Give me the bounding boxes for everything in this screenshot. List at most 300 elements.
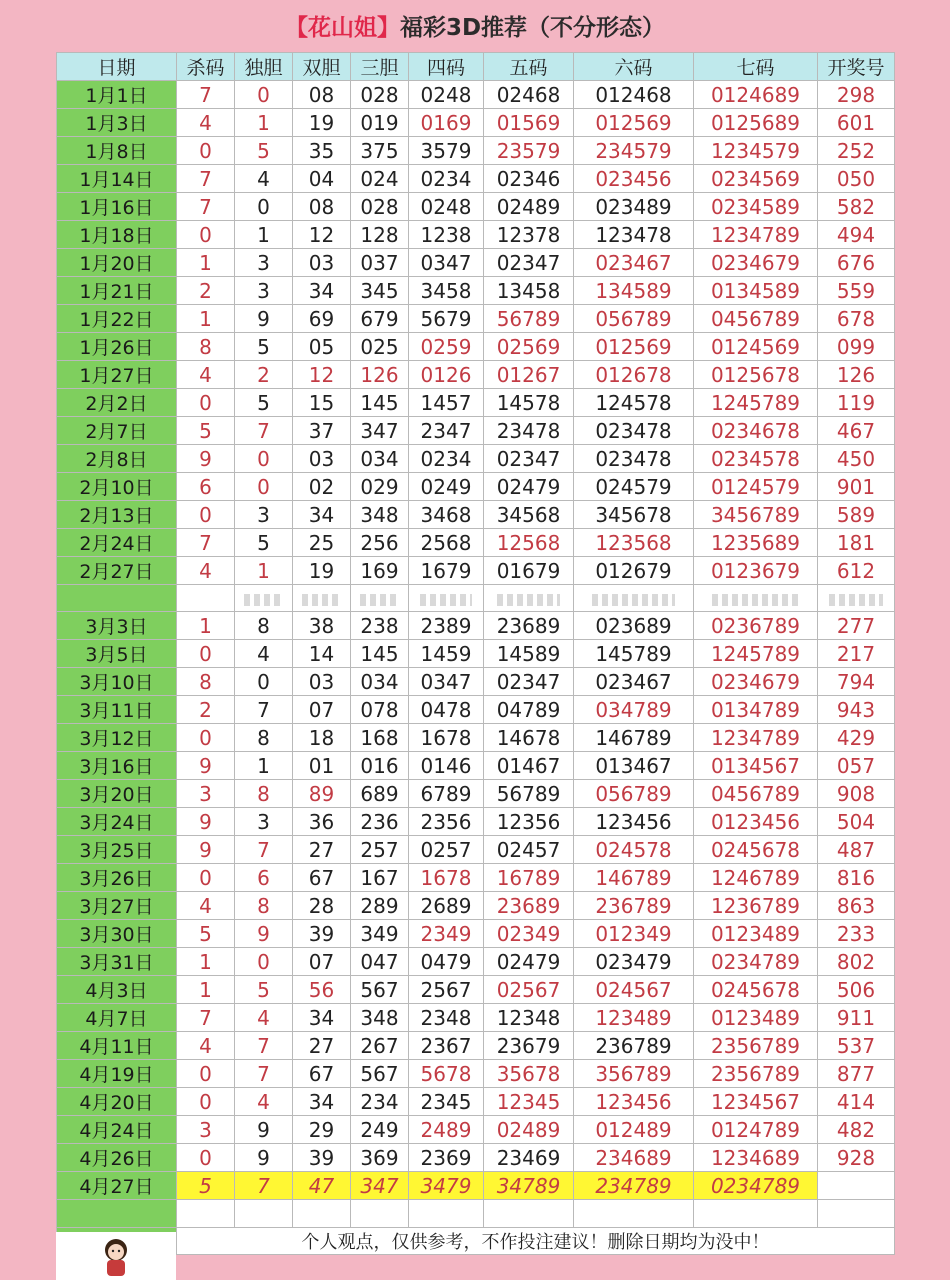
cell-seven: 0134567 xyxy=(694,752,818,780)
cell-seven: 0124579 xyxy=(694,473,818,501)
cell-kill: 0 xyxy=(177,1060,235,1088)
cell-seven: 0234569 xyxy=(694,165,818,193)
cell-five: 12348 xyxy=(484,1004,574,1032)
cell-six: 034789 xyxy=(574,696,694,724)
cell-draw: 233 xyxy=(818,920,895,948)
date-cell: 3月31日 xyxy=(57,948,177,976)
cell-single: 9 xyxy=(235,920,293,948)
date-cell: 2月27日 xyxy=(57,557,177,585)
cell-four: 3468 xyxy=(409,501,484,529)
cell-six: 234689 xyxy=(574,1144,694,1172)
cell-draw: 494 xyxy=(818,221,895,249)
cell-triple: 375 xyxy=(351,137,409,165)
cell-seven: 1234579 xyxy=(694,137,818,165)
gap-cell xyxy=(293,585,351,612)
table-row xyxy=(57,81,895,109)
cell-seven: 1234567 xyxy=(694,1088,818,1116)
cell-single: 7 xyxy=(235,836,293,864)
cell-single: 3 xyxy=(235,277,293,305)
date-cell: 1月16日 xyxy=(57,193,177,221)
cell-five: 01267 xyxy=(484,361,574,389)
table-row xyxy=(57,529,895,557)
page-title xyxy=(0,0,950,50)
cell-kill: 4 xyxy=(177,892,235,920)
cell-draw: 099 xyxy=(818,333,895,361)
cell-triple: 128 xyxy=(351,221,409,249)
cell-seven: 3456789 xyxy=(694,501,818,529)
cell-kill: 4 xyxy=(177,557,235,585)
cell-double: 03 xyxy=(293,249,351,277)
cell-double: 07 xyxy=(293,948,351,976)
cell-double: 08 xyxy=(293,81,351,109)
cell-kill: 5 xyxy=(177,417,235,445)
table-row xyxy=(57,501,895,529)
cell-six: 056789 xyxy=(574,780,694,808)
date-cell: 2月2日 xyxy=(57,389,177,417)
cell-kill: 0 xyxy=(177,137,235,165)
cell-four: 0259 xyxy=(409,333,484,361)
cell-five: 13458 xyxy=(484,277,574,305)
header-date: 日期 xyxy=(57,53,177,81)
cell-double: 89 xyxy=(293,780,351,808)
cell-kill: 7 xyxy=(177,1004,235,1032)
note-row xyxy=(57,1227,895,1254)
table-row xyxy=(57,445,895,473)
cell-four: 1678 xyxy=(409,724,484,752)
cell-single: 1 xyxy=(235,221,293,249)
cell-triple: 167 xyxy=(351,864,409,892)
cell-single: 7 xyxy=(235,1172,293,1200)
cell-triple: 679 xyxy=(351,305,409,333)
cell-double: 02 xyxy=(293,473,351,501)
cell-five: 23679 xyxy=(484,1032,574,1060)
empty-cell xyxy=(694,1200,818,1227)
date-cell: 4月20日 xyxy=(57,1088,177,1116)
date-cell: 1月21日 xyxy=(57,277,177,305)
date-cell: 3月27日 xyxy=(57,892,177,920)
table-row xyxy=(57,1088,895,1116)
cell-kill: 0 xyxy=(177,501,235,529)
cell-seven: 0123489 xyxy=(694,920,818,948)
cell-seven: 1236789 xyxy=(694,892,818,920)
cell-double: 27 xyxy=(293,836,351,864)
cell-triple: 689 xyxy=(351,780,409,808)
cell-four: 1459 xyxy=(409,640,484,668)
cell-kill: 9 xyxy=(177,808,235,836)
cell-double: 34 xyxy=(293,1088,351,1116)
cell-six: 236789 xyxy=(574,892,694,920)
cell-triple: 234 xyxy=(351,1088,409,1116)
cell-draw: 877 xyxy=(818,1060,895,1088)
cell-draw: 582 xyxy=(818,193,895,221)
cell-draw: 816 xyxy=(818,864,895,892)
table-row xyxy=(57,1116,895,1144)
cell-six: 023478 xyxy=(574,445,694,473)
cell-draw: 050 xyxy=(818,165,895,193)
cell-six: 012679 xyxy=(574,557,694,585)
cell-seven: 0234679 xyxy=(694,668,818,696)
cell-four: 5678 xyxy=(409,1060,484,1088)
recommendation-table xyxy=(56,52,895,1255)
date-cell: 2月8日 xyxy=(57,445,177,473)
cell-five: 01569 xyxy=(484,109,574,137)
cell-five: 02349 xyxy=(484,920,574,948)
date-cell: 1月8日 xyxy=(57,137,177,165)
cell-single: 8 xyxy=(235,892,293,920)
table-row xyxy=(57,361,895,389)
cell-draw: 589 xyxy=(818,501,895,529)
cell-kill: 0 xyxy=(177,864,235,892)
cell-five: 35678 xyxy=(484,1060,574,1088)
cell-triple: 349 xyxy=(351,920,409,948)
cell-triple: 029 xyxy=(351,473,409,501)
table-row xyxy=(57,1032,895,1060)
cell-four: 2689 xyxy=(409,892,484,920)
cell-single: 8 xyxy=(235,780,293,808)
cell-five: 23689 xyxy=(484,612,574,640)
cell-four: 3458 xyxy=(409,277,484,305)
date-cell-empty xyxy=(57,585,177,612)
cell-five: 02347 xyxy=(484,445,574,473)
date-cell: 3月5日 xyxy=(57,640,177,668)
table-row xyxy=(57,976,895,1004)
cell-single: 5 xyxy=(235,389,293,417)
cell-seven: 0456789 xyxy=(694,780,818,808)
cell-single: 0 xyxy=(235,193,293,221)
table-row xyxy=(57,165,895,193)
cell-five: 01467 xyxy=(484,752,574,780)
cell-kill: 1 xyxy=(177,948,235,976)
cell-single: 8 xyxy=(235,724,293,752)
cell-triple: 169 xyxy=(351,557,409,585)
header-triple: 三胆 xyxy=(351,53,409,81)
cell-seven: 0125678 xyxy=(694,361,818,389)
cell-double: 14 xyxy=(293,640,351,668)
cell-kill: 5 xyxy=(177,1172,235,1200)
cell-double: 03 xyxy=(293,668,351,696)
cell-six: 023467 xyxy=(574,249,694,277)
cell-five: 02489 xyxy=(484,1116,574,1144)
cell-four: 2567 xyxy=(409,976,484,1004)
cell-five: 14578 xyxy=(484,389,574,417)
cell-four: 2349 xyxy=(409,920,484,948)
cell-draw: 537 xyxy=(818,1032,895,1060)
cell-six: 123489 xyxy=(574,1004,694,1032)
cell-triple: 345 xyxy=(351,277,409,305)
cell-kill: 2 xyxy=(177,277,235,305)
cell-draw: 277 xyxy=(818,612,895,640)
cell-kill: 0 xyxy=(177,1144,235,1172)
cell-four: 0234 xyxy=(409,165,484,193)
cell-single: 0 xyxy=(235,948,293,976)
cell-four: 0248 xyxy=(409,193,484,221)
blurred-mark xyxy=(420,594,472,606)
date-cell: 1月22日 xyxy=(57,305,177,333)
date-cell: 1月14日 xyxy=(57,165,177,193)
date-cell: 4月26日 xyxy=(57,1144,177,1172)
date-cell: 2月10日 xyxy=(57,473,177,501)
date-cell: 3月20日 xyxy=(57,780,177,808)
cell-draw: 901 xyxy=(818,473,895,501)
cell-double: 34 xyxy=(293,277,351,305)
table-row xyxy=(57,1060,895,1088)
cell-double: 36 xyxy=(293,808,351,836)
cell-single: 2 xyxy=(235,361,293,389)
cell-four: 0248 xyxy=(409,81,484,109)
cell-draw: 487 xyxy=(818,836,895,864)
table-row xyxy=(57,808,895,836)
cell-five: 02457 xyxy=(484,836,574,864)
cell-five: 56789 xyxy=(484,780,574,808)
table-row xyxy=(57,836,895,864)
cell-double: 25 xyxy=(293,529,351,557)
cell-triple: 249 xyxy=(351,1116,409,1144)
header-double: 双胆 xyxy=(293,53,351,81)
date-cell: 3月24日 xyxy=(57,808,177,836)
cell-triple: 016 xyxy=(351,752,409,780)
table-row xyxy=(57,305,895,333)
cell-draw: 678 xyxy=(818,305,895,333)
cell-double: 37 xyxy=(293,417,351,445)
cell-seven: 0125689 xyxy=(694,109,818,137)
cell-kill: 1 xyxy=(177,976,235,1004)
cell-six: 123478 xyxy=(574,221,694,249)
cell-five: 02479 xyxy=(484,473,574,501)
cell-triple: 028 xyxy=(351,81,409,109)
cell-draw: 119 xyxy=(818,389,895,417)
table-row xyxy=(57,1144,895,1172)
gap-cell xyxy=(818,585,895,612)
cell-single: 7 xyxy=(235,696,293,724)
cell-double: 28 xyxy=(293,892,351,920)
table-row xyxy=(57,752,895,780)
blurred-mark xyxy=(497,594,559,606)
cell-single: 5 xyxy=(235,976,293,1004)
cell-triple: 369 xyxy=(351,1144,409,1172)
cell-kill: 1 xyxy=(177,249,235,277)
gap-cell xyxy=(409,585,484,612)
cell-draw: 057 xyxy=(818,752,895,780)
cell-double: 34 xyxy=(293,501,351,529)
cell-triple: 236 xyxy=(351,808,409,836)
cell-triple: 024 xyxy=(351,165,409,193)
cell-double: 38 xyxy=(293,612,351,640)
table-row xyxy=(57,109,895,137)
cell-six: 124578 xyxy=(574,389,694,417)
header-five: 五码 xyxy=(484,53,574,81)
cell-four: 1238 xyxy=(409,221,484,249)
cell-draw: 612 xyxy=(818,557,895,585)
cell-triple: 347 xyxy=(351,1172,409,1200)
cell-four: 5679 xyxy=(409,305,484,333)
date-cell: 4月24日 xyxy=(57,1116,177,1144)
gap-cell xyxy=(351,585,409,612)
cell-five: 02347 xyxy=(484,668,574,696)
cell-five: 23689 xyxy=(484,892,574,920)
date-cell: 1月20日 xyxy=(57,249,177,277)
cell-triple: 037 xyxy=(351,249,409,277)
cell-four: 2356 xyxy=(409,808,484,836)
cell-draw: 559 xyxy=(818,277,895,305)
cell-six: 023456 xyxy=(574,165,694,193)
cell-six: 145789 xyxy=(574,640,694,668)
cell-draw: 126 xyxy=(818,361,895,389)
cell-double: 05 xyxy=(293,333,351,361)
cell-single: 4 xyxy=(235,1088,293,1116)
gap-row xyxy=(57,585,895,612)
gap-cell xyxy=(694,585,818,612)
cell-four: 2568 xyxy=(409,529,484,557)
date-cell: 4月27日 xyxy=(57,1172,177,1200)
cell-single: 5 xyxy=(235,333,293,361)
table-row xyxy=(57,612,895,640)
table-row xyxy=(57,277,895,305)
cell-five: 34789 xyxy=(484,1172,574,1200)
cell-six: 236789 xyxy=(574,1032,694,1060)
cell-draw: 181 xyxy=(818,529,895,557)
cell-six: 056789 xyxy=(574,305,694,333)
cell-six: 023479 xyxy=(574,948,694,976)
table-row xyxy=(57,668,895,696)
cell-five: 12345 xyxy=(484,1088,574,1116)
cell-triple: 256 xyxy=(351,529,409,557)
cell-six: 146789 xyxy=(574,724,694,752)
cell-four: 2348 xyxy=(409,1004,484,1032)
table-row xyxy=(57,249,895,277)
cell-seven: 0124789 xyxy=(694,1116,818,1144)
blurred-mark xyxy=(712,594,798,606)
cell-double: 18 xyxy=(293,724,351,752)
header-row xyxy=(57,53,895,81)
blurred-mark xyxy=(244,594,284,606)
cell-draw: 802 xyxy=(818,948,895,976)
cell-single: 5 xyxy=(235,137,293,165)
cell-kill: 7 xyxy=(177,193,235,221)
cell-four: 0478 xyxy=(409,696,484,724)
date-cell: 1月27日 xyxy=(57,361,177,389)
cell-double: 39 xyxy=(293,920,351,948)
cell-kill: 5 xyxy=(177,920,235,948)
cell-draw: 676 xyxy=(818,249,895,277)
cell-kill: 8 xyxy=(177,668,235,696)
cell-draw: 217 xyxy=(818,640,895,668)
date-cell: 3月10日 xyxy=(57,668,177,696)
cell-six: 012569 xyxy=(574,109,694,137)
table-row xyxy=(57,389,895,417)
cell-single: 4 xyxy=(235,165,293,193)
blurred-mark xyxy=(829,594,882,606)
cell-six: 024567 xyxy=(574,976,694,1004)
cell-seven: 0123489 xyxy=(694,1004,818,1032)
cell-kill: 9 xyxy=(177,752,235,780)
cell-draw: 908 xyxy=(818,780,895,808)
date-cell: 2月7日 xyxy=(57,417,177,445)
cell-four: 0126 xyxy=(409,361,484,389)
cell-single: 5 xyxy=(235,529,293,557)
cell-seven: 0234789 xyxy=(694,1172,818,1200)
cell-kill: 8 xyxy=(177,333,235,361)
table-row xyxy=(57,473,895,501)
cell-draw: 504 xyxy=(818,808,895,836)
date-cell: 3月12日 xyxy=(57,724,177,752)
date-cell: 1月3日 xyxy=(57,109,177,137)
table-row xyxy=(57,724,895,752)
blurred-mark xyxy=(360,594,400,606)
cell-seven: 1245789 xyxy=(694,389,818,417)
cell-kill: 3 xyxy=(177,1116,235,1144)
cell-draw: 414 xyxy=(818,1088,895,1116)
cell-double: 19 xyxy=(293,557,351,585)
cell-double: 12 xyxy=(293,221,351,249)
cell-five: 04789 xyxy=(484,696,574,724)
cell-triple: 028 xyxy=(351,193,409,221)
cell-seven: 0134789 xyxy=(694,696,818,724)
cell-single: 7 xyxy=(235,1032,293,1060)
table-row xyxy=(57,221,895,249)
cell-kill: 0 xyxy=(177,640,235,668)
cell-draw xyxy=(818,1172,895,1200)
cell-kill: 7 xyxy=(177,165,235,193)
cell-double: 12 xyxy=(293,361,351,389)
mascot-girl-icon xyxy=(96,1236,136,1280)
date-cell: 4月3日 xyxy=(57,976,177,1004)
cell-six: 012678 xyxy=(574,361,694,389)
date-cell: 4月7日 xyxy=(57,1004,177,1032)
cell-single: 7 xyxy=(235,417,293,445)
date-cell: 1月18日 xyxy=(57,221,177,249)
cell-triple: 168 xyxy=(351,724,409,752)
cell-five: 02347 xyxy=(484,249,574,277)
cell-draw: 601 xyxy=(818,109,895,137)
gap-cell xyxy=(574,585,694,612)
cell-draw: 429 xyxy=(818,724,895,752)
date-cell: 2月13日 xyxy=(57,501,177,529)
cell-double: 08 xyxy=(293,193,351,221)
empty-cell xyxy=(409,1200,484,1227)
cell-double: 39 xyxy=(293,1144,351,1172)
cell-seven: 2356789 xyxy=(694,1032,818,1060)
cell-kill: 0 xyxy=(177,221,235,249)
cell-single: 3 xyxy=(235,808,293,836)
cell-kill: 1 xyxy=(177,612,235,640)
cell-five: 16789 xyxy=(484,864,574,892)
cell-kill: 7 xyxy=(177,81,235,109)
cell-four: 1678 xyxy=(409,864,484,892)
cell-double: 01 xyxy=(293,752,351,780)
header-single: 独胆 xyxy=(235,53,293,81)
cell-six: 345678 xyxy=(574,501,694,529)
date-cell: 3月11日 xyxy=(57,696,177,724)
cell-six: 013467 xyxy=(574,752,694,780)
cell-five: 23478 xyxy=(484,417,574,445)
cell-four: 0169 xyxy=(409,109,484,137)
cell-four: 0257 xyxy=(409,836,484,864)
cell-draw: 467 xyxy=(818,417,895,445)
cell-single: 1 xyxy=(235,109,293,137)
cell-four: 0146 xyxy=(409,752,484,780)
cell-single: 9 xyxy=(235,1144,293,1172)
cell-single: 4 xyxy=(235,640,293,668)
cell-seven: 0245678 xyxy=(694,836,818,864)
cell-double: 67 xyxy=(293,864,351,892)
cell-draw: 482 xyxy=(818,1116,895,1144)
cell-double: 35 xyxy=(293,137,351,165)
cell-single: 0 xyxy=(235,473,293,501)
cell-triple: 238 xyxy=(351,612,409,640)
cell-seven: 1235689 xyxy=(694,529,818,557)
cell-six: 024579 xyxy=(574,473,694,501)
cell-double: 03 xyxy=(293,445,351,473)
